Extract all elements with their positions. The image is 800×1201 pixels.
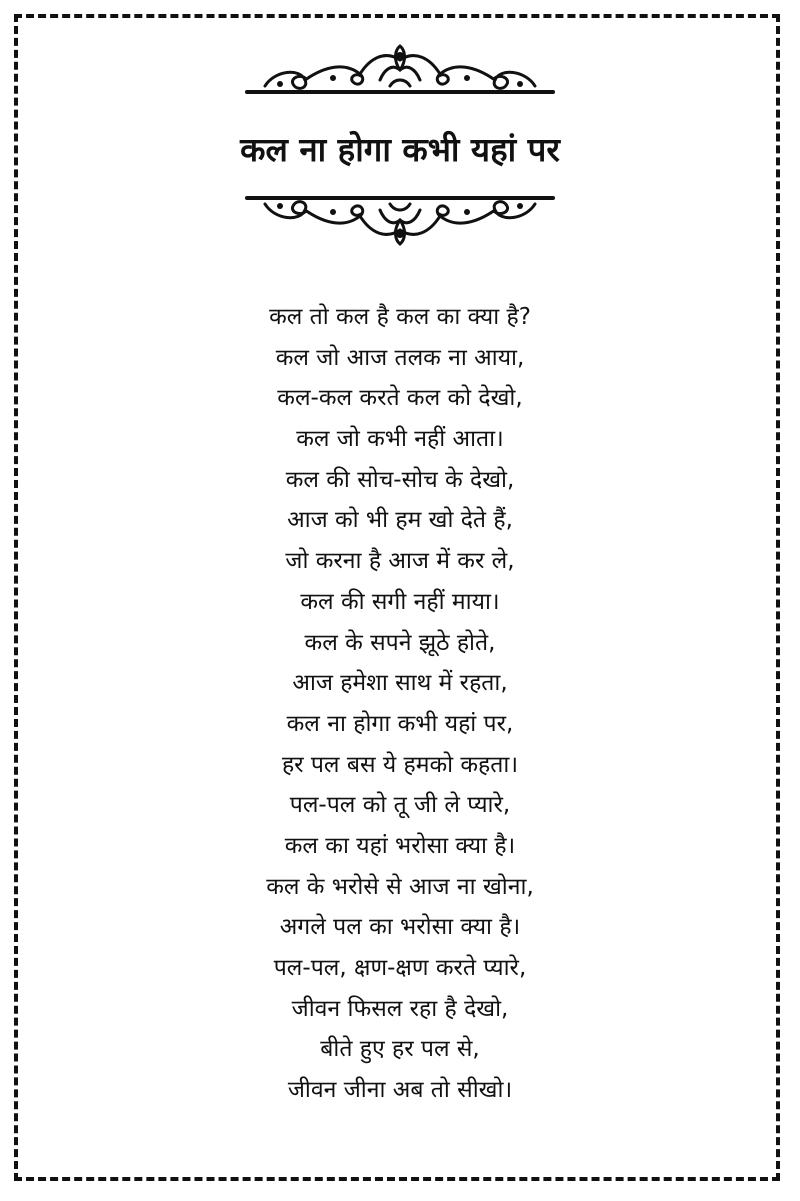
poem-line: आज हमेशा साथ में रहता, [292,670,508,697]
poem-line: जीवन फिसल रहा है देखो, [291,995,509,1022]
poem-line: कल के भरोसे से आज ना खोना, [266,873,534,900]
poem-line: कल की सगी नहीं माया। [300,588,500,615]
poem-line: पल-पल को तू जी ले प्यारे, [289,792,511,819]
bottom-ornament-divider [0,188,800,248]
poem-line: जो करना है आज में कर ले, [285,548,515,575]
top-ornament-divider [0,40,800,100]
poem-line: बीते हुए हर पल से, [320,1036,480,1063]
scroll-divider-icon [245,188,555,248]
poem-line: कल की सोच-सोच के देखो, [285,466,515,493]
poem-line: कल-कल करते कल को देखो, [277,385,523,412]
poem-line: कल जो आज तलक ना आया, [275,344,525,371]
poem-line: अगले पल का भरोसा क्या है। [279,914,521,941]
poem-line: पल-पल, क्षण-क्षण करते प्यारे, [273,955,527,981]
poem-line: कल तो कल है कल का क्या है? [269,304,531,330]
poem-line: आज को भी हम खो देते हैं, [287,507,513,534]
poem-line: कल का यहां भरोसा क्या है। [284,832,516,859]
poem-body [0,297,800,1111]
poem-line: कल ना होगा कभी यहां पर, [286,710,514,737]
poem-line: कल के सपने झूठे होते, [304,629,496,656]
poem-line: हर पल बस ये हमको कहता। [281,751,519,778]
poem-line: जीवन जीना अब तो सीखो। [287,1077,513,1104]
scroll-divider-icon [245,40,555,100]
poem-line: कल जो कभी नहीं आता। [296,426,504,453]
page-title: कल ना होगा कभी यहां पर [240,130,560,169]
